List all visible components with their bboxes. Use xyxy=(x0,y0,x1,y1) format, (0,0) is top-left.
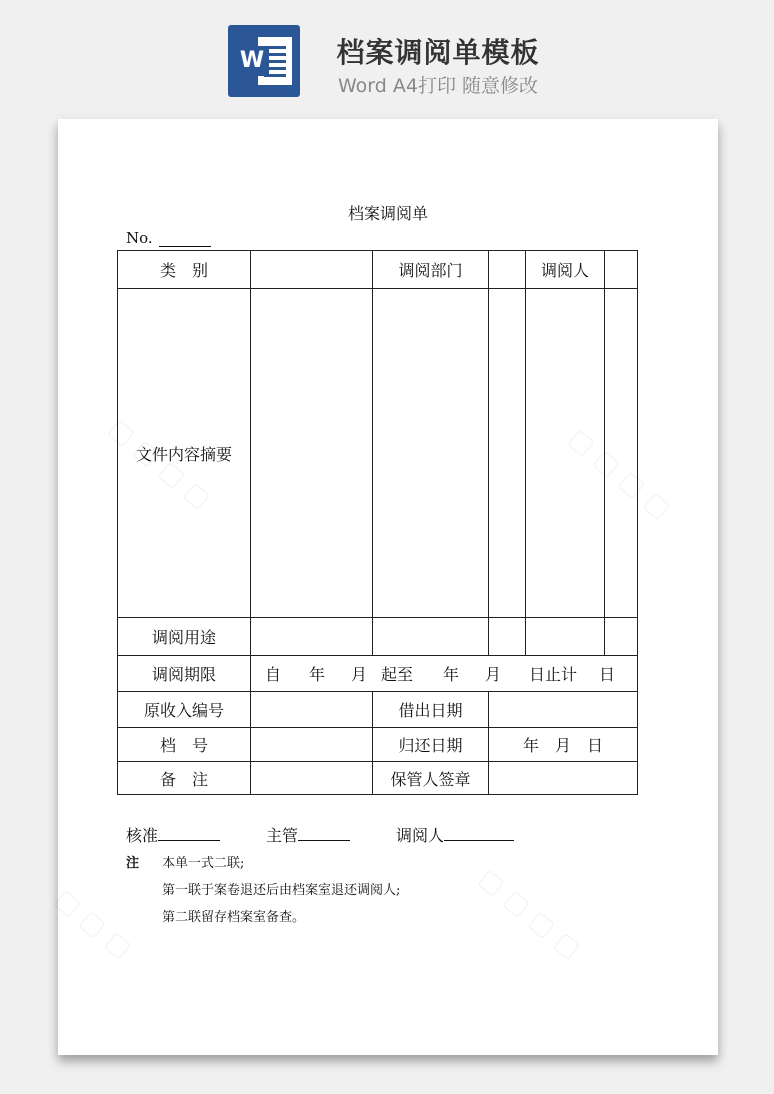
document-page xyxy=(58,119,718,1055)
signature-line xyxy=(126,823,514,846)
summary-cell[interactable] xyxy=(605,289,638,618)
summary-cell[interactable] xyxy=(251,289,373,618)
purpose-cell[interactable] xyxy=(373,618,489,656)
supervisor-label: 主管 xyxy=(266,826,299,845)
notes-line: 第二联留存档案室备查。 xyxy=(162,910,306,925)
notes-line: 本单一式二联; xyxy=(162,856,245,871)
period-start: 起至 xyxy=(381,665,414,684)
return-date-value[interactable]: 年 月 日 xyxy=(489,728,638,762)
banner-header xyxy=(0,0,774,110)
notes-label: 注 xyxy=(126,856,140,871)
period-month: 月 xyxy=(485,665,502,684)
period-from: 自 xyxy=(265,665,282,684)
keeper-value[interactable] xyxy=(489,762,638,795)
purpose-label: 调阅用途 xyxy=(118,618,251,656)
period-year: 年 xyxy=(443,665,460,684)
period-day: 日 xyxy=(599,665,616,684)
form-number-label: No. xyxy=(126,229,153,247)
table-row xyxy=(118,762,638,795)
word-icon-letter: W xyxy=(235,46,269,76)
notes-line: 第一联于案卷退还后由档案室退还调阅人; xyxy=(162,883,401,898)
file-no-value[interactable] xyxy=(251,728,373,762)
borrow-date-label: 借出日期 xyxy=(373,692,489,728)
purpose-cell[interactable] xyxy=(526,618,605,656)
archive-form-table xyxy=(117,250,638,795)
period-label: 调阅期限 xyxy=(118,656,251,692)
purpose-cell[interactable] xyxy=(605,618,638,656)
table-row xyxy=(118,728,638,762)
approve-label: 核准 xyxy=(126,826,159,845)
dept-label: 调阅部门 xyxy=(373,251,489,289)
keeper-label: 保管人签章 xyxy=(373,762,489,795)
borrower-label: 调阅人 xyxy=(396,826,445,845)
banner-subtitle: Word A4打印 随意修改 xyxy=(337,75,538,97)
form-number-blank[interactable] xyxy=(159,232,211,247)
supervisor-blank[interactable] xyxy=(298,826,350,841)
watermark xyxy=(49,884,137,965)
borrower-blank[interactable] xyxy=(444,826,514,841)
person-value[interactable] xyxy=(605,251,638,289)
summary-label: 文件内容摘要 xyxy=(118,289,251,618)
period-end: 日止计 xyxy=(529,665,578,684)
table-row xyxy=(118,692,638,728)
return-date-label: 归还日期 xyxy=(373,728,489,762)
original-no-value[interactable] xyxy=(251,692,373,728)
banner-title: 档案调阅单模板 xyxy=(336,36,540,69)
period-value[interactable] xyxy=(251,656,638,692)
table-row xyxy=(118,656,638,692)
purpose-cell[interactable] xyxy=(251,618,373,656)
dept-value[interactable] xyxy=(489,251,526,289)
form-title: 档案调阅单 xyxy=(347,204,428,223)
summary-cell[interactable] xyxy=(489,289,526,618)
original-no-label: 原收入编号 xyxy=(118,692,251,728)
approve-blank[interactable] xyxy=(158,826,220,841)
remark-label: 备 注 xyxy=(118,762,251,795)
purpose-cell[interactable] xyxy=(489,618,526,656)
period-year: 年 xyxy=(309,665,326,684)
category-label: 类 别 xyxy=(118,251,251,289)
period-month: 月 xyxy=(351,665,368,684)
watermark xyxy=(473,863,587,965)
summary-cell[interactable] xyxy=(373,289,489,618)
borrow-date-value[interactable] xyxy=(489,692,638,728)
file-no-label: 档 号 xyxy=(118,728,251,762)
person-label: 调阅人 xyxy=(526,251,605,289)
summary-cell[interactable] xyxy=(526,289,605,618)
table-row xyxy=(118,289,638,618)
table-row xyxy=(118,618,638,656)
form-number xyxy=(126,229,211,247)
remark-value[interactable] xyxy=(251,762,373,795)
notes xyxy=(126,850,400,931)
category-value[interactable] xyxy=(251,251,373,289)
word-icon xyxy=(228,25,300,97)
table-row xyxy=(118,251,638,289)
